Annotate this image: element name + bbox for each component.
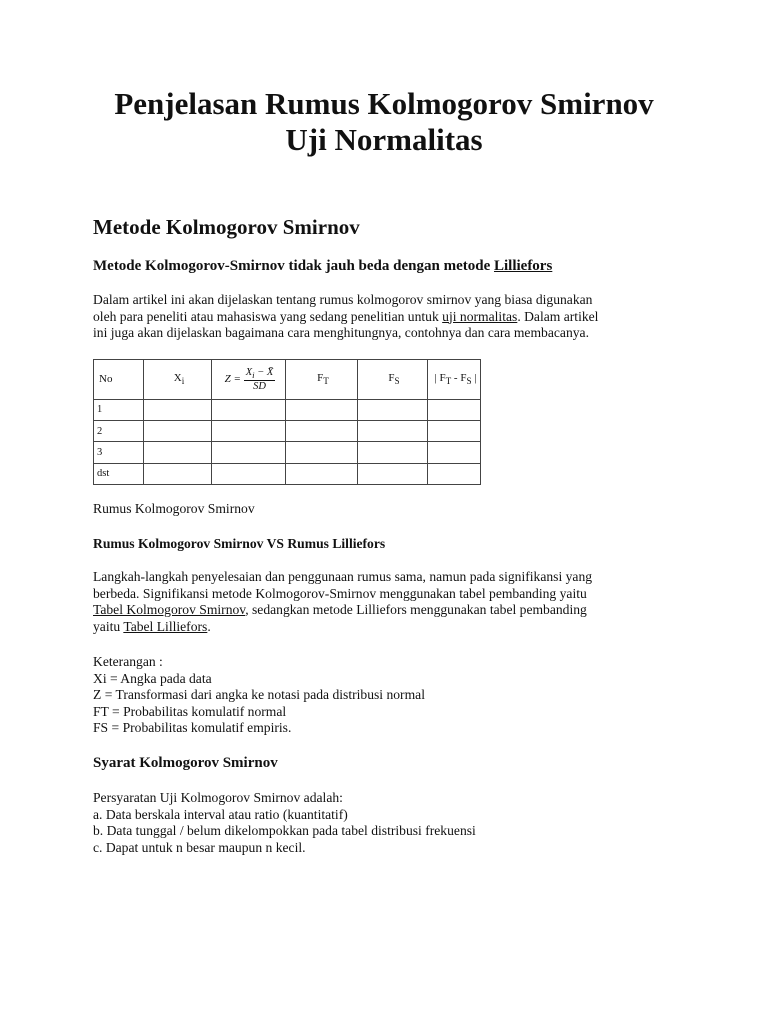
table-cell bbox=[428, 399, 481, 420]
steps-line-4b: . bbox=[207, 618, 211, 634]
diff-mid: - F bbox=[451, 372, 467, 385]
row-no: 2 bbox=[94, 420, 144, 441]
intro-paragraph bbox=[93, 292, 683, 342]
xi-label: X bbox=[173, 372, 182, 385]
keterangan-item: FT = Probabilitas komulatif normal bbox=[93, 703, 287, 719]
keterangan-item: Z = Transformasi dari angka ke notasi pada distribusi normal bbox=[93, 687, 425, 702]
uji-normalitas-link[interactable]: uji normalitas bbox=[442, 308, 518, 324]
syarat-item: b. Data tunggal / belum dikelompokkan pada tabel distribusi frekuensi bbox=[93, 823, 476, 838]
table-cell bbox=[286, 463, 358, 484]
ft-sub: T bbox=[323, 376, 329, 387]
z-num-rest: − X̄ bbox=[254, 366, 274, 378]
subheading bbox=[93, 256, 552, 276]
title-line-1: Penjelasan Rumus Kolmogorov Smirnov bbox=[114, 86, 654, 121]
table-cell bbox=[212, 442, 286, 463]
table-row bbox=[94, 399, 481, 420]
table-row bbox=[94, 463, 481, 484]
steps-line-4a: yaitu bbox=[93, 618, 124, 634]
fs-label: F bbox=[388, 372, 395, 385]
z-prefix: Z = bbox=[224, 372, 241, 385]
diff-sub-2: S bbox=[466, 376, 472, 387]
keterangan-item: Xi = Angka pada data bbox=[93, 670, 212, 686]
intro-line-3: ini juga akan dijelaskan bagaimana cara menghitungnya, contohnya dan cara membacanya. bbox=[93, 325, 589, 340]
header-xi bbox=[144, 360, 212, 400]
table-cell bbox=[358, 399, 428, 420]
table-cell bbox=[428, 463, 481, 484]
table-cell bbox=[144, 442, 212, 463]
section-heading: Metode Kolmogorov Smirnov bbox=[93, 215, 360, 239]
table-cell bbox=[144, 399, 212, 420]
header-no: No bbox=[94, 360, 144, 400]
tabel-kolmogorov-link[interactable]: Tabel Kolmogorov Smirnov bbox=[93, 602, 246, 617]
syarat-item: a. Data berskala interval atau ratio (kuantitatif) bbox=[93, 806, 348, 822]
syarat-intro: Persyaratan Uji Kolmogorov Smirnov adalah: bbox=[93, 790, 343, 805]
z-fraction bbox=[244, 367, 276, 392]
table-cell bbox=[358, 420, 428, 441]
table-cell bbox=[358, 463, 428, 484]
z-num-sub: i bbox=[252, 369, 255, 380]
syarat-item: c. Dapat untuk n besar maupun n kecil. bbox=[93, 839, 306, 855]
table-cell bbox=[144, 463, 212, 484]
row-no: 1 bbox=[94, 399, 144, 420]
table-cell bbox=[212, 399, 286, 420]
diff-sub-1: T bbox=[445, 376, 452, 387]
table-row bbox=[94, 420, 481, 441]
ft-label: F bbox=[317, 372, 324, 385]
table-cell bbox=[358, 442, 428, 463]
header-diff bbox=[428, 360, 481, 400]
row-no: dst bbox=[94, 463, 144, 484]
fs-sub: S bbox=[394, 376, 400, 387]
z-denominator: SD bbox=[253, 380, 266, 392]
table-cell bbox=[212, 420, 286, 441]
header-z bbox=[212, 360, 286, 400]
row-no: 3 bbox=[94, 442, 144, 463]
keterangan-title: Keterangan : bbox=[93, 654, 163, 669]
z-num-x: X bbox=[245, 366, 253, 378]
table-cell bbox=[144, 420, 212, 441]
keterangan-block bbox=[93, 654, 683, 737]
xi-sub: i bbox=[181, 376, 185, 387]
table-cell bbox=[428, 420, 481, 441]
diff-end: | bbox=[471, 372, 477, 385]
intro-line-2b: . Dalam artikel bbox=[517, 308, 599, 324]
table-cell bbox=[428, 442, 481, 463]
intro-line-2a: oleh para peneliti atau mahasiswa yang sedang penelitian untuk bbox=[93, 308, 443, 324]
steps-line-1: Langkah-langkah penyelesaian dan penggunaan rumus sama, namun pada signifikansi yang bbox=[93, 569, 593, 584]
subheading-text: Metode Kolmogorov-Smirnov tidak jauh beda dengan metode bbox=[93, 258, 494, 274]
page-title bbox=[0, 86, 768, 158]
diff-label: | F bbox=[434, 372, 446, 385]
table-cell bbox=[286, 420, 358, 441]
table-cell bbox=[286, 399, 358, 420]
tabel-lilliefors-link[interactable]: Tabel Lilliefors bbox=[123, 618, 208, 634]
table-caption: Rumus Kolmogorov Smirnov bbox=[93, 501, 255, 516]
steps-line-2: berbeda. Signifikansi metode Kolmogorov-Smirnov menggunakan tabel pembanding yaitu bbox=[93, 585, 587, 601]
table-row bbox=[94, 442, 481, 463]
title-line-2: Uji Normalitas bbox=[285, 122, 483, 157]
syarat-heading: Syarat Kolmogorov Smirnov bbox=[93, 755, 278, 771]
keterangan-item: FS = Probabilitas komulatif empiris. bbox=[93, 720, 292, 735]
steps-line-3-rest: , sedangkan metode Lilliefors menggunakan tabel pembanding bbox=[245, 602, 587, 617]
header-ft bbox=[286, 360, 358, 400]
header-fs bbox=[358, 360, 428, 400]
syarat-block bbox=[93, 790, 683, 856]
steps-paragraph bbox=[93, 569, 683, 635]
table-cell bbox=[286, 442, 358, 463]
table-header-row bbox=[94, 360, 481, 400]
intro-line-1: Dalam artikel ini akan dijelaskan tentang rumus kolmogorov smirnov yang biasa digunakan bbox=[93, 292, 593, 307]
vs-heading: Rumus Kolmogorov Smirnov VS Rumus Lilliefors bbox=[93, 536, 386, 551]
table-cell bbox=[212, 463, 286, 484]
lilliefors-link[interactable]: Lilliefors bbox=[493, 258, 553, 274]
kolmogorov-table bbox=[93, 359, 481, 485]
z-numerator bbox=[244, 367, 276, 381]
